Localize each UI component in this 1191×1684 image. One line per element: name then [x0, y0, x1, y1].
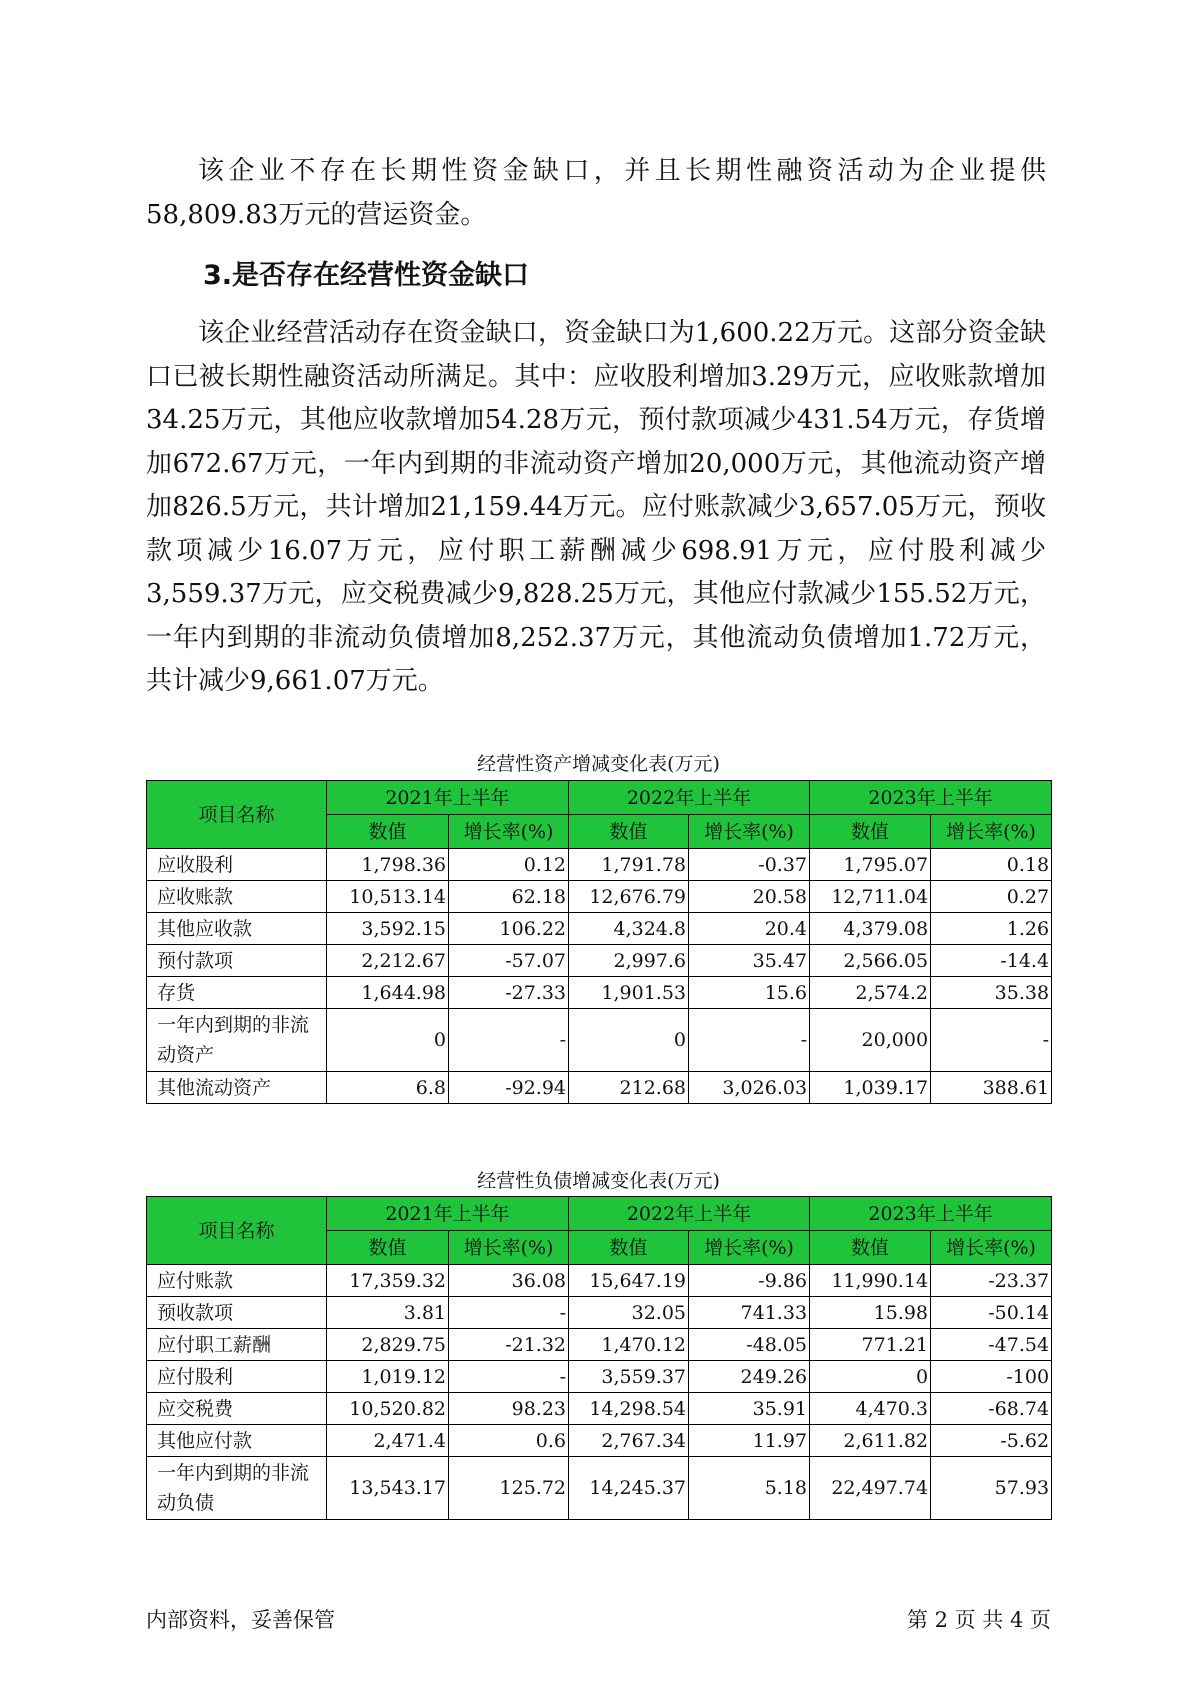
cell-value: 20,000 [810, 1009, 931, 1072]
footer-page-number: 第 2 页 共 4 页 [906, 1608, 1051, 1632]
table-row [147, 1457, 1052, 1520]
cell-value: 1,039.17 [810, 1072, 931, 1104]
cell-value: 0 [569, 1009, 689, 1072]
cell-growth-rate: - [449, 1361, 569, 1393]
cell-value: 15.98 [810, 1297, 931, 1329]
cell-value: 1,901.53 [569, 977, 689, 1009]
cell-growth-rate: 62.18 [449, 881, 569, 913]
cell-value: 17,359.32 [327, 1265, 449, 1297]
cell-growth-rate: -68.74 [931, 1393, 1052, 1425]
cell-growth-rate: -48.05 [689, 1329, 810, 1361]
header-period: 2023年上半年 [810, 781, 1052, 815]
cell-growth-rate: 3,026.03 [689, 1072, 810, 1104]
paragraph-long-term-funding: 该企业不存在长期性资金缺口，并且长期性融资活动为企业提供58,809.83万元的营运资金。 [146, 156, 1046, 230]
header-value: 数值 [810, 815, 931, 849]
header-growth-rate: 增长率(%) [689, 1231, 810, 1265]
cell-growth-rate: - [931, 1009, 1052, 1072]
header-period: 2021年上半年 [327, 781, 569, 815]
table-row [147, 1425, 1052, 1457]
row-item-name: 其他应付款 [147, 1425, 327, 1457]
cell-growth-rate: -92.94 [449, 1072, 569, 1104]
cell-growth-rate: -0.37 [689, 849, 810, 881]
cell-growth-rate: -57.07 [449, 945, 569, 977]
cell-growth-rate: 388.61 [931, 1072, 1052, 1104]
cell-value: 13,543.17 [327, 1457, 449, 1520]
row-item-name: 应收股利 [147, 849, 327, 881]
cell-value: 4,379.08 [810, 913, 931, 945]
cell-growth-rate: -50.14 [931, 1297, 1052, 1329]
header-period: 2022年上半年 [569, 781, 810, 815]
cell-value: 2,471.4 [327, 1425, 449, 1457]
cell-value: 15,647.19 [569, 1265, 689, 1297]
liabilities-change-table [146, 1196, 1052, 1520]
cell-value: 2,767.34 [569, 1425, 689, 1457]
row-item-name: 预收款项 [147, 1297, 327, 1329]
row-item-name: 存货 [147, 977, 327, 1009]
table-row [147, 1009, 1052, 1072]
cell-value: 14,298.54 [569, 1393, 689, 1425]
cell-growth-rate: 57.93 [931, 1457, 1052, 1520]
cell-growth-rate: -27.33 [449, 977, 569, 1009]
cell-growth-rate: 98.23 [449, 1393, 569, 1425]
table-row [147, 1361, 1052, 1393]
table-row [147, 913, 1052, 945]
cell-value: 22,497.74 [810, 1457, 931, 1520]
row-item-name: 应付股利 [147, 1361, 327, 1393]
cell-value: 3,559.37 [569, 1361, 689, 1393]
cell-growth-rate: 36.08 [449, 1265, 569, 1297]
table-row [147, 881, 1052, 913]
cell-value: 1,791.78 [569, 849, 689, 881]
cell-growth-rate: 0.6 [449, 1425, 569, 1457]
cell-value: 1,470.12 [569, 1329, 689, 1361]
cell-growth-rate: -100 [931, 1361, 1052, 1393]
cell-growth-rate: 125.72 [449, 1457, 569, 1520]
cell-growth-rate: -21.32 [449, 1329, 569, 1361]
cell-growth-rate: 11.97 [689, 1425, 810, 1457]
cell-growth-rate: 35.47 [689, 945, 810, 977]
header-growth-rate: 增长率(%) [931, 1231, 1052, 1265]
header-value: 数值 [327, 1231, 449, 1265]
table-body [147, 1265, 1052, 1520]
row-item-name: 应付职工薪酬 [147, 1329, 327, 1361]
cell-growth-rate: 741.33 [689, 1297, 810, 1329]
table-caption-liabilities: 经营性负债增减变化表(万元) [477, 1170, 720, 1192]
header-value: 数值 [327, 815, 449, 849]
cell-growth-rate: 35.38 [931, 977, 1052, 1009]
cell-growth-rate: - [449, 1297, 569, 1329]
cell-value: 12,711.04 [810, 881, 931, 913]
cell-value: 32.05 [569, 1297, 689, 1329]
cell-value: 771.21 [810, 1329, 931, 1361]
row-item-name: 一年内到期的非流动资产 [147, 1009, 327, 1072]
table-row [147, 945, 1052, 977]
header-growth-rate: 增长率(%) [449, 815, 569, 849]
cell-growth-rate: 249.26 [689, 1361, 810, 1393]
row-item-name: 其他流动资产 [147, 1072, 327, 1104]
cell-growth-rate: 5.18 [689, 1457, 810, 1520]
header-value: 数值 [810, 1231, 931, 1265]
cell-value: 0 [327, 1009, 449, 1072]
cell-growth-rate: -47.54 [931, 1329, 1052, 1361]
cell-growth-rate: -23.37 [931, 1265, 1052, 1297]
cell-growth-rate: -5.62 [931, 1425, 1052, 1457]
cell-value: 1,644.98 [327, 977, 449, 1009]
cell-value: 2,829.75 [327, 1329, 449, 1361]
cell-growth-rate: 106.22 [449, 913, 569, 945]
cell-value: 212.68 [569, 1072, 689, 1104]
cell-value: 3,592.15 [327, 913, 449, 945]
table-row [147, 1329, 1052, 1361]
cell-value: 1,798.36 [327, 849, 449, 881]
header-period: 2023年上半年 [810, 1197, 1052, 1231]
cell-value: 1,795.07 [810, 849, 931, 881]
cell-value: 2,574.2 [810, 977, 931, 1009]
row-item-name: 应付账款 [147, 1265, 327, 1297]
cell-value: 4,470.3 [810, 1393, 931, 1425]
table-row [147, 849, 1052, 881]
header-item-name: 项目名称 [147, 781, 327, 849]
cell-value: 2,566.05 [810, 945, 931, 977]
paragraph-operating-gap: 该企业经营活动存在资金缺口，资金缺口为1,600.22万元。这部分资金缺口已被长期性融资活动所满足。其中：应收股利增加3.29万元，应收账款增加34.25万元，其他应收款增加54.28万元，预付款项减少431.54万元，存货增加672.67万元，一年内到期的非流动资产增加20,000万元，其他流动资产增加826.5万元，共计增加21,159.44万元。应付账款减少3,657.05万元，预收款项减少16.07万元，应付职工薪酬减少698.91万元，应付股利减少3,559.37万元，应交税费减少9,828.25万元，其他应付款减少155.52万元，一年内到期的非流动负债增加8,252.37万元，其他流动负债增加1.72万元，共计减少9,661.07万元。 [146, 318, 1046, 696]
table-row [147, 977, 1052, 1009]
assets-change-table [146, 780, 1052, 1104]
header-item-name: 项目名称 [147, 1197, 327, 1265]
cell-value: 0 [810, 1361, 931, 1393]
cell-value: 2,997.6 [569, 945, 689, 977]
header-growth-rate: 增长率(%) [931, 815, 1052, 849]
cell-growth-rate: 35.91 [689, 1393, 810, 1425]
cell-growth-rate: - [449, 1009, 569, 1072]
section-heading: 3.是否存在经营性资金缺口 [203, 260, 530, 291]
cell-growth-rate: 0.12 [449, 849, 569, 881]
header-growth-rate: 增长率(%) [689, 815, 810, 849]
cell-value: 12,676.79 [569, 881, 689, 913]
table-body [147, 849, 1052, 1104]
cell-value: 4,324.8 [569, 913, 689, 945]
table-caption-assets: 经营性资产增减变化表(万元) [477, 753, 720, 775]
header-period: 2021年上半年 [327, 1197, 569, 1231]
row-item-name: 其他应收款 [147, 913, 327, 945]
cell-growth-rate: 0.27 [931, 881, 1052, 913]
row-item-name: 应交税费 [147, 1393, 327, 1425]
cell-value: 2,212.67 [327, 945, 449, 977]
header-growth-rate: 增长率(%) [449, 1231, 569, 1265]
table-row [147, 1265, 1052, 1297]
cell-growth-rate: 15.6 [689, 977, 810, 1009]
cell-growth-rate: 20.58 [689, 881, 810, 913]
cell-value: 6.8 [327, 1072, 449, 1104]
table-row [147, 1393, 1052, 1425]
footer-confidential-note: 内部资料，妥善保管 [146, 1608, 335, 1632]
cell-growth-rate: 20.4 [689, 913, 810, 945]
header-value: 数值 [569, 815, 689, 849]
cell-value: 11,990.14 [810, 1265, 931, 1297]
cell-value: 14,245.37 [569, 1457, 689, 1520]
table-row [147, 1072, 1052, 1104]
cell-growth-rate: - [689, 1009, 810, 1072]
cell-value: 3.81 [327, 1297, 449, 1329]
header-period: 2022年上半年 [569, 1197, 810, 1231]
cell-value: 10,520.82 [327, 1393, 449, 1425]
row-item-name: 应收账款 [147, 881, 327, 913]
row-item-name: 预付款项 [147, 945, 327, 977]
cell-value: 1,019.12 [327, 1361, 449, 1393]
cell-growth-rate: -14.4 [931, 945, 1052, 977]
cell-growth-rate: 0.18 [931, 849, 1052, 881]
cell-growth-rate: 1.26 [931, 913, 1052, 945]
row-item-name: 一年内到期的非流动负债 [147, 1457, 327, 1520]
table-row [147, 1297, 1052, 1329]
cell-value: 2,611.82 [810, 1425, 931, 1457]
cell-value: 10,513.14 [327, 881, 449, 913]
header-value: 数值 [569, 1231, 689, 1265]
cell-growth-rate: -9.86 [689, 1265, 810, 1297]
